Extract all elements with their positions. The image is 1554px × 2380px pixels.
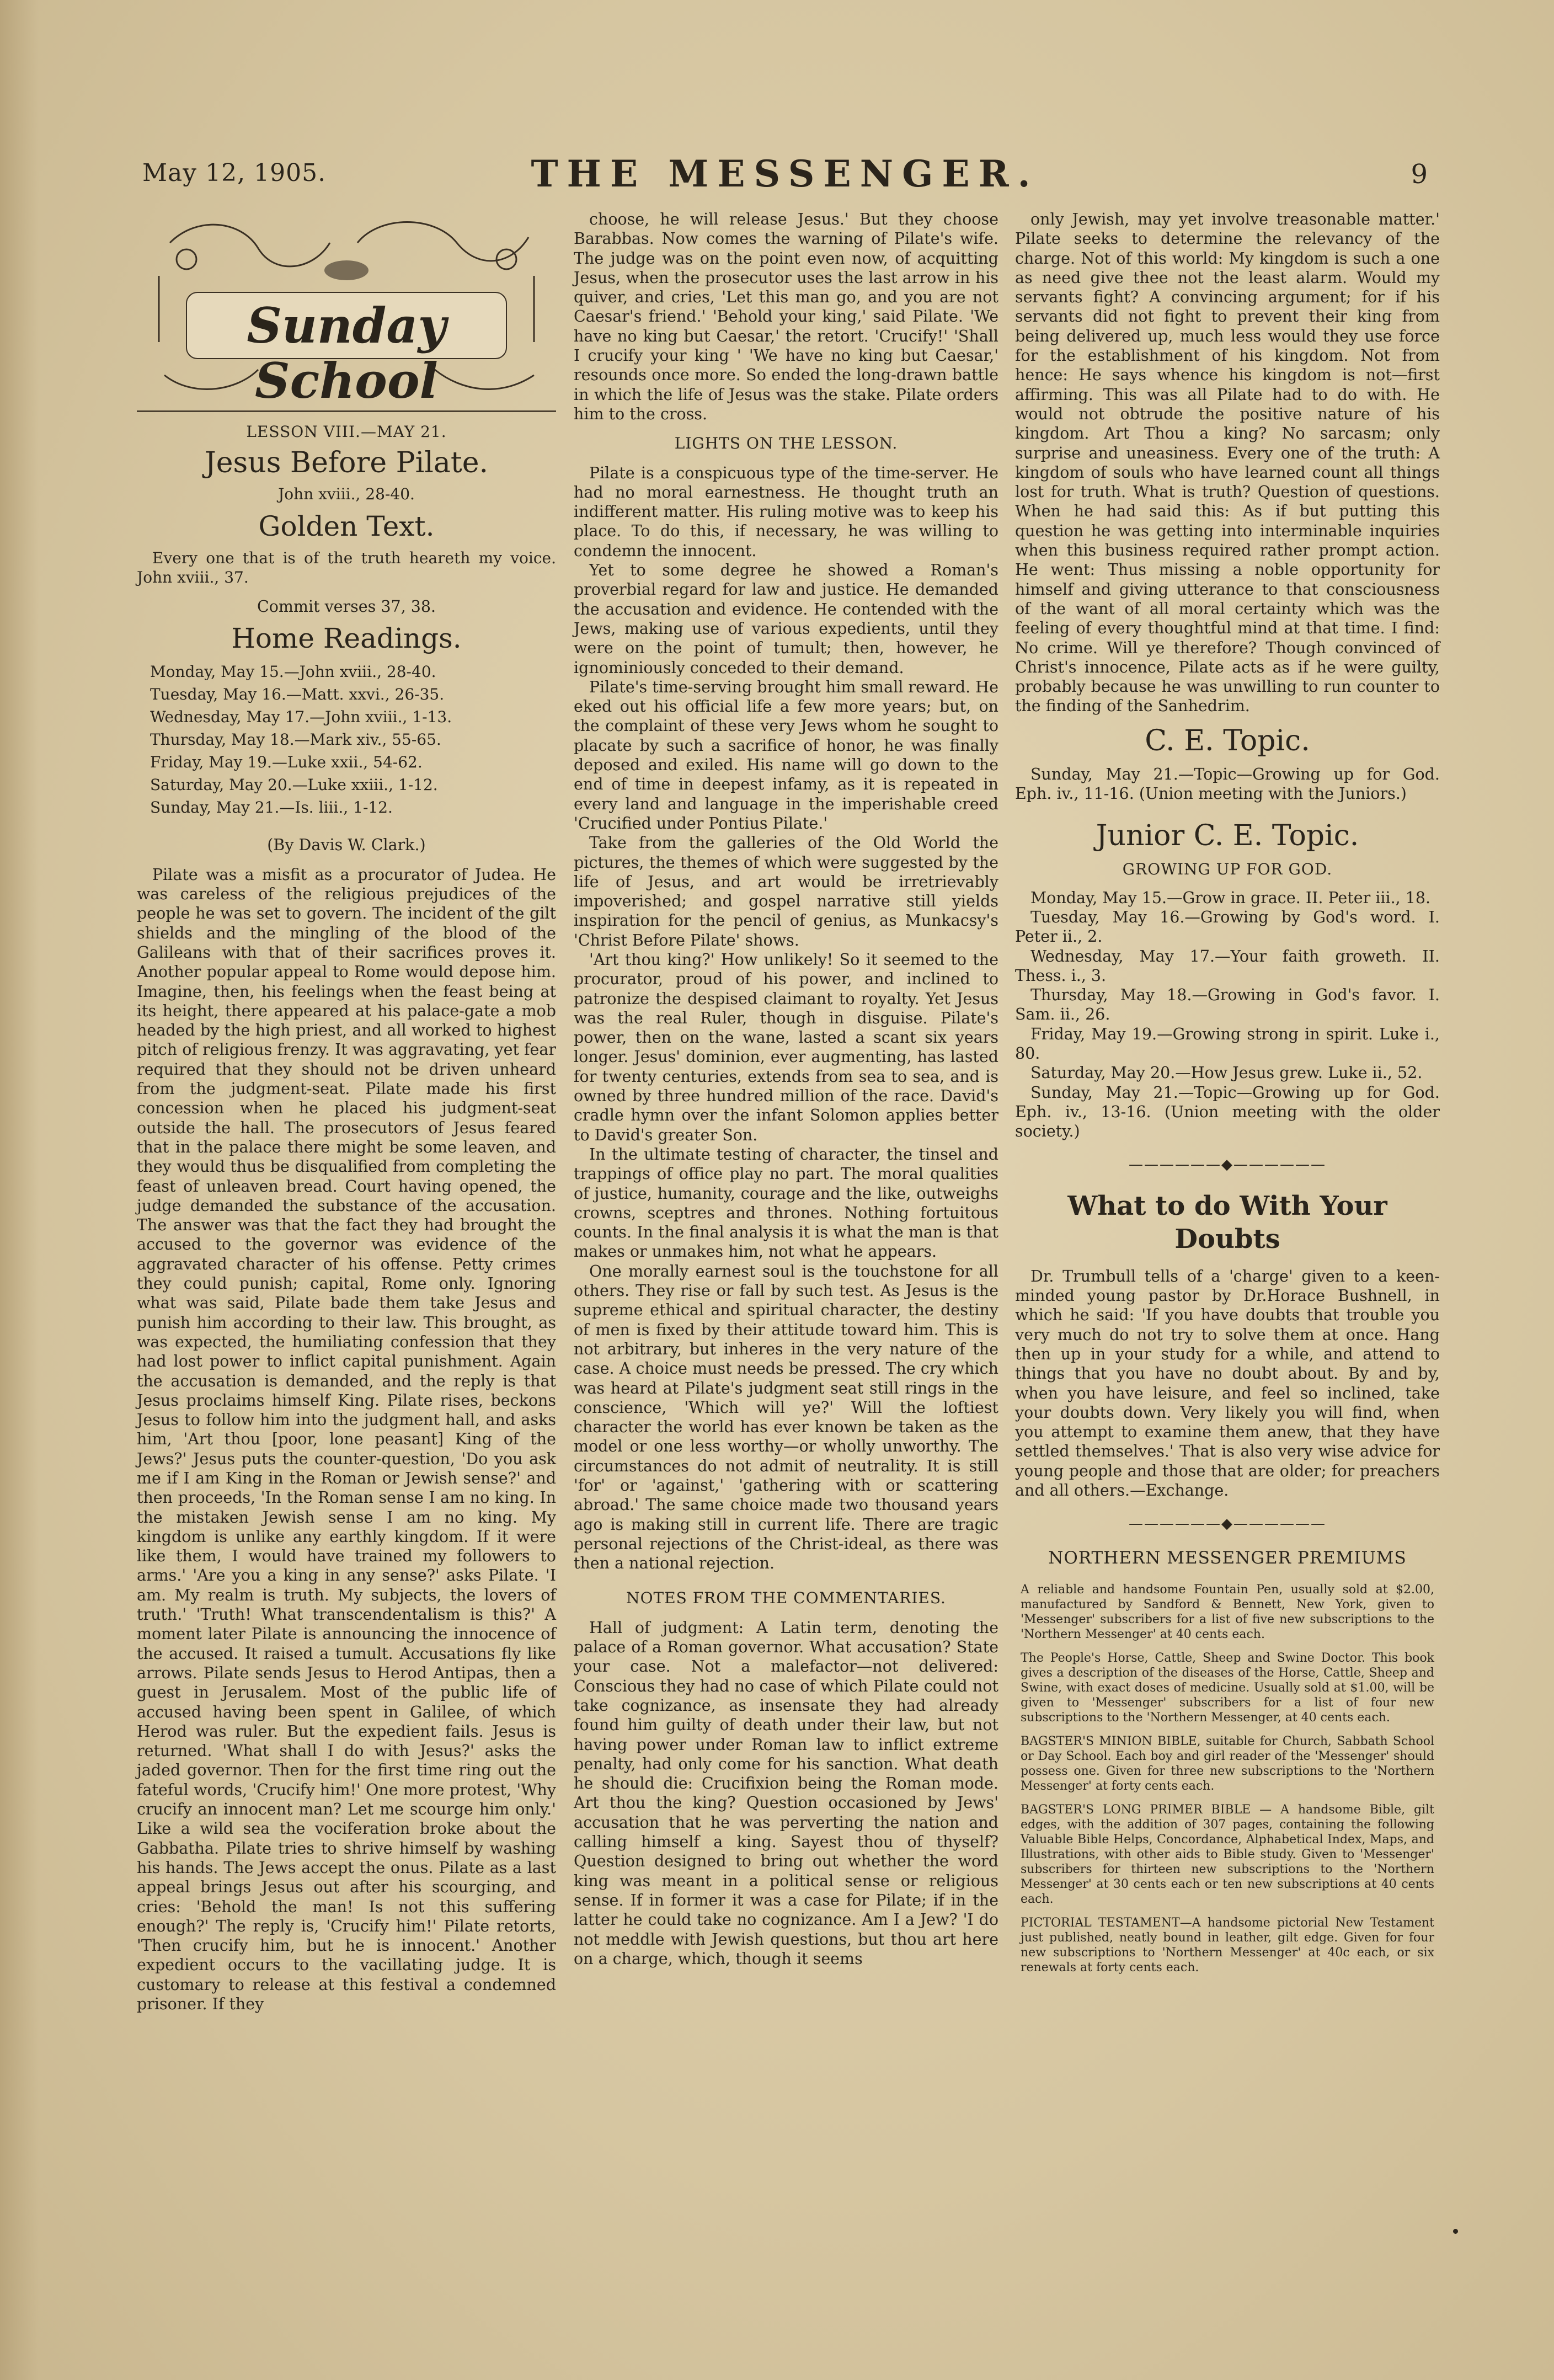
- premiums-list: [1021, 1582, 1434, 1975]
- paragraph: 'Art thou king?' How unlikely! So it seemed to the procurator, proud of his power, and inclined to patronize the despised claimant to royalty. Yet Jesus was the real Ruler, though in disguise. Pilate's power, then on the wane, lasted a scant six years longer. Jesus' dominion, ever augmenting, has lasted for twenty centuries, extends from sea to sea, and is owned by three hundred million of the race. David's cradle hymn over the infant Solomon applies better to David's greater Son.: [574, 950, 998, 1144]
- list-item: Monday, May 15.—John xviii., 28-40.: [150, 663, 436, 681]
- list-item: Thursday, May 18.—Mark xiv., 55-65.: [150, 730, 441, 749]
- notes-body: Hall of judgment: A Latin term, denoting the palace of a Roman governor. What accusation? State your case. Not a malefactor—not delivered: Conscious they had no case of which Pilate could not take cognizance, as insensate they had already found him guilty of death under their law, but not having power under Roman law to inflict extreme penalty, had only come for his sanction. What death he should die: Crucifixion being the Roman mode. Art thou the king? Question occasioned by Jews' accusation that he was perverting the nation and calling himself a king. Sayest thou of thyself? Question designed to bring out whether the word king was meant in a political sense or religious sense. If in former it was a case for Pilate; if in the latter he could take no cognizance. Am I a Jew? 'I do not meddle with Jewish questions, but thou art here on a charge, which, though it seems: [574, 1618, 998, 1968]
- page-number: 9: [1411, 159, 1428, 190]
- lesson-label: LESSON VIII.—MAY 21.: [246, 423, 447, 441]
- sunday-school-banner: [148, 210, 545, 408]
- list-item: Sunday, May 21.—Topic—Growing up for God. Eph. iv., 13-16. (Union meeting with the older society.): [1015, 1083, 1440, 1141]
- bullet-dot-icon: [1453, 2229, 1458, 2234]
- ce-topic-heading: C. E. Topic.: [1145, 724, 1310, 757]
- notes-continued: only Jewish, may yet involve treasonable matter.' Pilate seeks to determine the relevancy of the charge. Not of this world: My kingdom is such a one as need give thee not the least alarm. Would my servants fight? A convincing argument; for if his servants did not fight to prevent their king from being delivered up, much less would they use force for the establishment of his kingdom. Not from hence: He says whence his kingdom is not—first affirming. This was all Pilate had to do with. He would not obtrude the positive nature of his kingdom. Art Thou a king? No sarcasm; only surprise and uneasiness. Every one of the truth: A kingdom of souls who have learned count all things lost for truth. What is truth? Question of questions. When he had said this: As if but putting this question he was getting into interminable inquiries when this business required rather prompt action. He went: Thus missing a noble opportunity for himself and giving utterance to that consciousness of the want of all moral certainty which was the feeling of every thoughtful mind at that time. I find: No crime. Will ye therefore? Though convinced of Christ's innocence, Pilate acts as if he were guilty, probably because he was unwilling to run counter to the finding of the Sanhedrim.: [1015, 210, 1440, 716]
- list-item: Monday, May 15.—Grow in grace. II. Peter iii., 18.: [1030, 888, 1431, 907]
- banner-title: Sunday School: [247, 297, 446, 409]
- list-item: Wednesday, May 17.—John xviii., 1-13.: [150, 708, 452, 727]
- list-item: Wednesday, May 17.—Your faith groweth. II. Thess. i., 3.: [1015, 947, 1440, 985]
- divider: [137, 410, 556, 412]
- lights-heading: LIGHTS ON THE LESSON.: [674, 434, 898, 453]
- masthead-title: THE MESSENGER.: [531, 152, 1039, 195]
- premiums-heading: NORTHERN MESSENGER PREMIUMS: [1048, 1547, 1407, 1568]
- paragraph: Yet to some degree he showed a Roman's proverbial regard for law and justice. He demanded the accusation and evidence. He contended with the Jews, making use of various expedients, until they were on the point of tumult; then, however, he ignominiously conceded to their demand.: [574, 561, 998, 677]
- paragraph: In the ultimate testing of character, the tinsel and trappings of office play no part. The moral qualities of justice, humanity, courage and the like, outweighs crowns, sceptres and thrones. Nothing fortuitous counts. In the final analysis it is what the man is that makes or unmakes him, not what he appears.: [574, 1145, 998, 1261]
- divider-ornament-icon: ——————◆——————: [1129, 1156, 1326, 1173]
- list-item: Friday, May 19.—Luke xxii., 54-62.: [150, 753, 423, 772]
- golden-text: Every one that is of the truth heareth my voice. John xviii., 37.: [137, 548, 556, 586]
- lesson-reference: John xviii., 28-40.: [278, 485, 415, 504]
- page-header: [142, 148, 1428, 209]
- home-readings-list: [137, 660, 556, 819]
- lesson-title: Jesus Before Pilate.: [204, 446, 489, 480]
- divider-ornament-icon: ——————◆——————: [1129, 1515, 1326, 1533]
- list-item: The People's Horse, Cattle, Sheep and Swine Doctor. This book gives a description of the diseases of the Horse, Cattle, Sheep and Swine, with exact doses of medicine. Usually sold at $1.00, will be given to 'Messenger' subscribers for a list of four new subscriptions to the 'Northern Messenger, at 40 cents each.: [1021, 1651, 1434, 1725]
- page-edge-shadow: [0, 0, 39, 2380]
- lesson-body-continued: choose, he will release Jesus.' But they choose Barabbas. Now comes the warning of Pilate's wife. The judge was on the point even now, of acquitting Jesus, when the prosecutor uses the last arrow in his quiver, and cries, 'Let this man go, and you are not Caesar's friend.' 'Behold your king,' said Pilate. 'We have no king but Caesar,' the retort. 'Crucify!' 'Shall I crucify your king ' 'We have no king but Caesar,' resounds once more. So ended the long-drawn battle in which the life of Jesus was the stake. Pilate orders him to the cross.: [574, 210, 998, 423]
- paragraph: Pilate's time-serving brought him small reward. He eked out his official life a few more years; but, on the complaint of these very Jews whom he sought to placate by such a sacrifice of honor, he was finally deposed and exiled. His name will go down to the end of time in deepest infamy, as it is repeated in every land and language in the imperishable creed 'Crucified under Pontius Pilate.': [574, 677, 998, 833]
- junior-topics-list: [1015, 888, 1440, 1141]
- doubts-body: Dr. Trumbull tells of a 'charge' given to a keen-minded young pastor by Dr.Horace Bushnell, in which he said: 'If you have doubts that trouble you very much do not try to solve them at once. Hang then up in your study for a while, and attend to things that you have no doubt about. By and by, when you have leisure, and feel so inclined, take your doubts down. Very likely you will find, when you attempt to examine them anew, that they have settled themselves.' That is also very wise advice for young people and those that are older; for preachers and all others.—Exchange.: [1015, 1267, 1440, 1500]
- lesson-body: Pilate was a misfit as a procurator of Judea. He was careless of the religious prejudices of the people he was set to govern. The incident of the gilt shields and the mingling of the blood of the Galileans with that of their sacrifices proves it. Another popular appeal to Rome would depose him. Imagine, then, his feelings when the feast being at its height, there appeared at his palace-gate a mob headed by the high priest, and all worked to highest pitch of religious frenzy. It was aggravating, yet fear required that they should not be driven unheard from the judgment-seat. Pilate made his first concession when he placed his judgment-seat outside the hall. The prosecutors of Jesus feared that in the palace there might be some leaven, and they would thus be disqualified from completing the feast of unleaven bread. Court having opened, the judge demanded the substance of the accusation. The answer was that the fact they had brought the accused to the governor was evidence of the aggravated character of his offense. Petty crimes they could punish; capital, Rome only. Ignoring what was said, Pilate bade them take Jesus and punish him according to their law. This brought, as was expected, the humiliating confession that they had lost power to inflict capital punishment. Again the accusation is demanded, and the reply is that Jesus proclaims himself King. Pilate rises, beckons Jesus to follow him into the judgment hall, and asks him, 'Art thou [poor, lone peasant] King of the Jews?' Jesus puts the counter-question, 'Do you ask me if I am King in the Roman or Jewish sense?' and then proceeds, 'In the Roman sense I am no king. In the mistaken Jewish sense I am no king. My kingdom is unlike any earthly kingdom. If it were like them, I would have trained my followers to arms.' 'Are you a king in any sense?' asks Pilate. 'I am. My realm is truth. My subjects, the lovers of truth.' 'Truth! What transcendentalism is this?' A moment later Pilate is announcing the innocence of the accused. It raised a tumult. Accusations fly like arrows. Pilate sends Jesus to Herod Antipas, then a guest in Jerusalem. Most of the public life of accused having been spent in Galilee, of which Herod was ruler. But the expedient fails. Jesus is returned. 'What shall I do with Jesus?' asks the jaded governor. Then for the first time ring out the fateful words, 'Crucify him!' One more protest, 'Why crucify an innocent man? Let me scourge him only.' Like a wild sea the vociferation broke about the Gabbatha. Pilate tries to shrive himself by washing his hands. The Jews accept the onus. Pilate as a last appeal brings Jesus out after his scourging, and cries: 'Behold the man! Is not this suffering enough?' The reply is, 'Crucify him!' Pilate retorts, 'Then crucify him, but he is innocent.' Another expedient occurs to the vacillating judge. It is customary to release at this festival a condemned prisoner. If they: [137, 865, 556, 2013]
- paragraph: Pilate is a conspicuous type of the time-server. He had no moral earnestness. He thought truth an indifferent matter. His ruling motive was to keep his place. To do this, if necessary, he was willing to condemn the innocent.: [574, 463, 998, 560]
- list-item: PICTORIAL TESTAMENT—A handsome pictorial New Testament just published, neatly bound in leather, gilt edge. Given for four new subscriptions to 'Northern Messenger' at 40c each, or six renewals at forty cents each.: [1021, 1915, 1434, 1975]
- list-item: A reliable and handsome Fountain Pen, usually sold at $2.00, manufactured by Sandford & Bennett, New York, given to 'Messenger' subscribers for a list of five new subscriptions to the 'Northern Messenger' at 40 cents each.: [1021, 1582, 1434, 1641]
- commit-verses: Commit verses 37, 38.: [257, 597, 436, 616]
- column-3: [1015, 210, 1440, 1984]
- doubts-heading: What to do With Your Doubts: [1067, 1190, 1387, 1255]
- paragraph: One morally earnest soul is the touchstone for all others. They rise or fall by such test. As Jesus is the supreme ethical and spiritual character, the destiny of men is fixed by their attitude toward him. This is not arbitrary, but inheres in the very nature of the case. A choice must needs be pressed. The cry which was heard at Pilate's judgment seat still rings in the conscience, 'Which will ye?' Will the loftiest character the world has ever known be taken as the model or one less worthy—or wholly unworthy. The circumstances do not admit of neutrality. It is still 'for' or 'against,' 'gathering with or scattering abroad.' The same choice made two thousand years ago is making still in current life. There are tragic personal rejections of the Christ-ideal, as there was then a national rejection.: [574, 1262, 998, 1573]
- golden-text-heading: Golden Text.: [258, 510, 435, 542]
- junior-ce-heading: Junior C. E. Topic.: [1096, 819, 1359, 853]
- column-1: [137, 210, 556, 2014]
- list-item: Friday, May 19.—Growing strong in spirit. Luke i., 80.: [1015, 1024, 1440, 1063]
- paragraph: Take from the galleries of the Old World the pictures, the themes of which were suggested by the life of Jesus, and art would be irretrievably impoverished; and gospel narrative still yields inspiration for the pencil of genius, as Munkacsy's 'Christ Before Pilate' shows.: [574, 834, 998, 949]
- byline: (By Davis W. Clark.): [267, 836, 426, 855]
- list-item: Tuesday, May 16.—Matt. xxvi., 26-35.: [150, 685, 445, 704]
- notes-heading: NOTES FROM THE COMMENTARIES.: [626, 1589, 946, 1608]
- list-item: BAGSTER'S LONG PRIMER BIBLE — A handsome Bible, gilt edges, with the addition of 307 pages, containing the following Valuable Bible Helps, Concordance, Alphabetical Index, Maps, and Illustrations, with other aids to Bible study. Given to 'Messenger' subscribers for thirteen new subscriptions to the 'Northern Messenger' at 30 cents each or ten new subscriptions at 40 cents each.: [1021, 1802, 1434, 1906]
- ce-topic-text: Sunday, May 21.—Topic—Growing up for God. Eph. iv., 11-16. (Union meeting with the Juniors.): [1015, 765, 1440, 803]
- list-item: Tuesday, May 16.—Growing by God's word. I. Peter ii., 2.: [1015, 908, 1440, 946]
- growing-heading: GROWING UP FOR GOD.: [1122, 860, 1333, 879]
- home-readings-heading: Home Readings.: [231, 622, 462, 655]
- column-2: [574, 210, 998, 1968]
- list-item: Thursday, May 18.—Growing in God's favor. I. Sam. ii., 26.: [1015, 986, 1440, 1024]
- list-item: Saturday, May 20.—Luke xxiii., 1-12.: [150, 776, 438, 794]
- issue-date: May 12, 1905.: [142, 159, 327, 187]
- list-item: Saturday, May 20.—How Jesus grew. Luke ii., 52.: [1030, 1064, 1423, 1082]
- list-item: BAGSTER'S MINION BIBLE, suitable for Church, Sabbath School or Day School. Each boy and girl reader of the 'Messenger' should possess one. Given for three new subscriptions to the 'Northern Messenger' at forty cents each.: [1021, 1734, 1434, 1793]
- list-item: Sunday, May 21.—Is. liii., 1-12.: [150, 798, 393, 817]
